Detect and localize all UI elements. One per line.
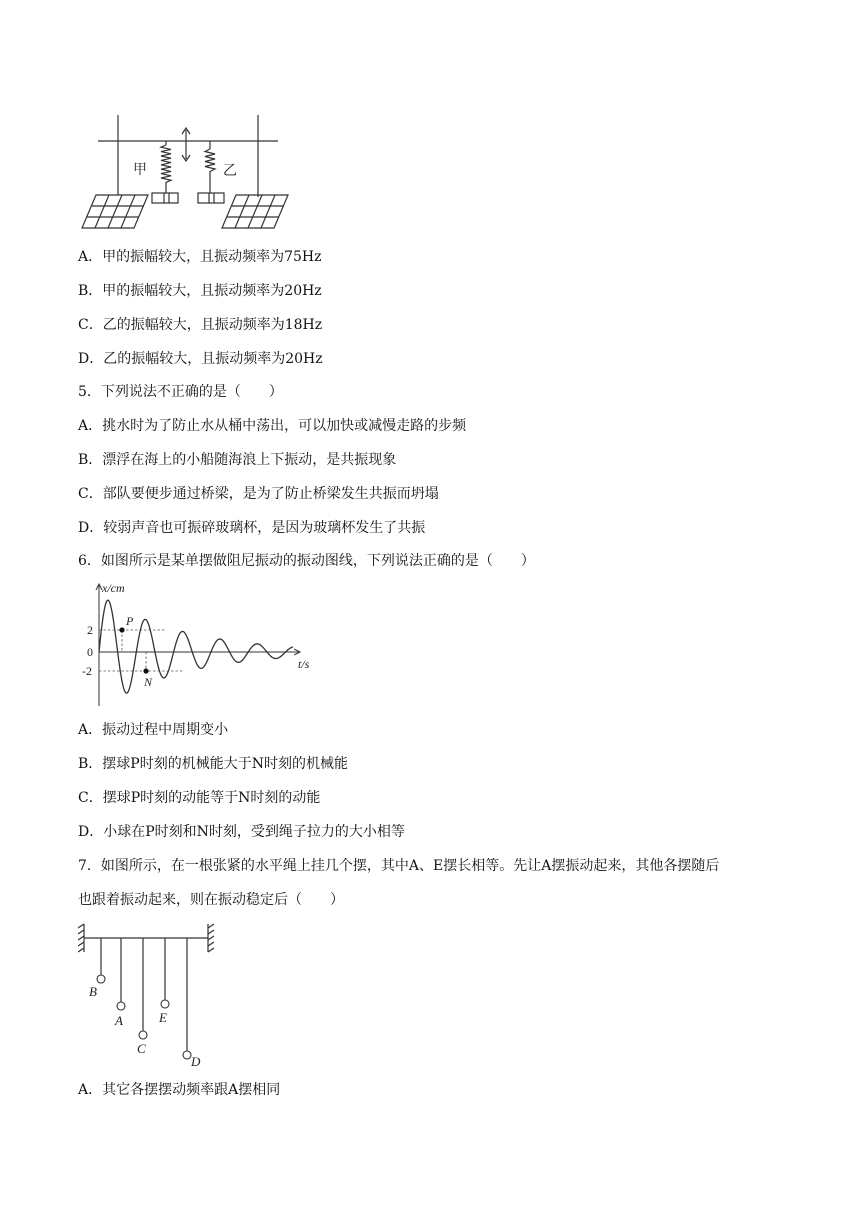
q5-option-a: A．挑水时为了防止水从桶中荡出，可以加快或减慢走路的步频 [78,418,467,434]
point-n-label: N [144,675,153,689]
point-p-label: P [126,614,134,628]
q5-option-c: C．部队要便步通过桥梁，是为了防止桥梁发生共振而坍塌 [78,486,439,502]
q6-option-a: A．振动过程中周期变小 [78,722,229,738]
pendulum-figure [78,920,228,1070]
q6-stem: 6．如图所示是某单摆做阻尼振动的振动图线，下列说法正确的是（ ） [78,553,535,569]
label-d: D [191,1054,201,1069]
q6-option-c: C．摆球P时刻的动能等于N时刻的动能 [78,790,321,806]
pendulum-c-bob [139,1031,147,1039]
pendulum-e-bob [161,1000,169,1008]
q7-stem-line2: 也跟着振动起来，则在振动稳定后（ ） [78,892,344,908]
label-c: C [137,1041,146,1056]
tick-neg2: -2 [82,664,92,678]
pendulum-b-bob [97,975,105,983]
label-b: B [89,984,97,999]
label-yi: 乙 [223,164,237,179]
q4-option-a: A．甲的振幅较大，且振动频率为75Hz [78,249,322,265]
q4-option-b: B．甲的振幅较大，且振动频率为20Hz [78,283,322,299]
y-axis-label: x/cm [102,581,125,595]
q7-option-a: A．其它各摆摆动频率跟A摆相同 [78,1082,281,1098]
point-p-marker [119,627,124,632]
label-jia: 甲 [133,163,147,178]
q5-stem: 5．下列说法不正确的是（ ） [78,384,283,400]
label-e: E [159,1010,167,1025]
q4-option-d: D．乙的振幅较大，且振动频率为20Hz [78,351,323,367]
point-n-marker [143,668,148,673]
q6-option-b: B．摆球P时刻的机械能大于N时刻的机械能 [78,756,348,772]
q5-option-b: B．漂浮在海上的小船随海浪上下振动，是共振现象 [78,452,397,468]
pendulum-a-bob [117,1002,125,1010]
tick-2: 2 [87,623,93,637]
tick-0: 0 [87,645,93,659]
spring-oscillator-figure [78,115,298,233]
q5-option-d: D．较弱声音也可振碎玻璃杯，是因为玻璃杯发生了共振 [78,520,426,536]
x-axis-label: t/s [298,657,310,671]
q6-option-d: D．小球在P时刻和N时刻，受到绳子拉力的大小相等 [78,824,405,840]
q7-stem-line1: 7．如图所示，在一根张紧的水平绳上挂几个摆，其中A、E摆长相等。先让A摆振动起来，其他各摆随后 [78,858,720,874]
pendulum-d-bob [183,1051,191,1059]
q4-option-c: C．乙的振幅较大，且振动频率为18Hz [78,317,323,333]
damped-oscillation-graph [78,578,318,713]
label-a: A [115,1013,123,1028]
